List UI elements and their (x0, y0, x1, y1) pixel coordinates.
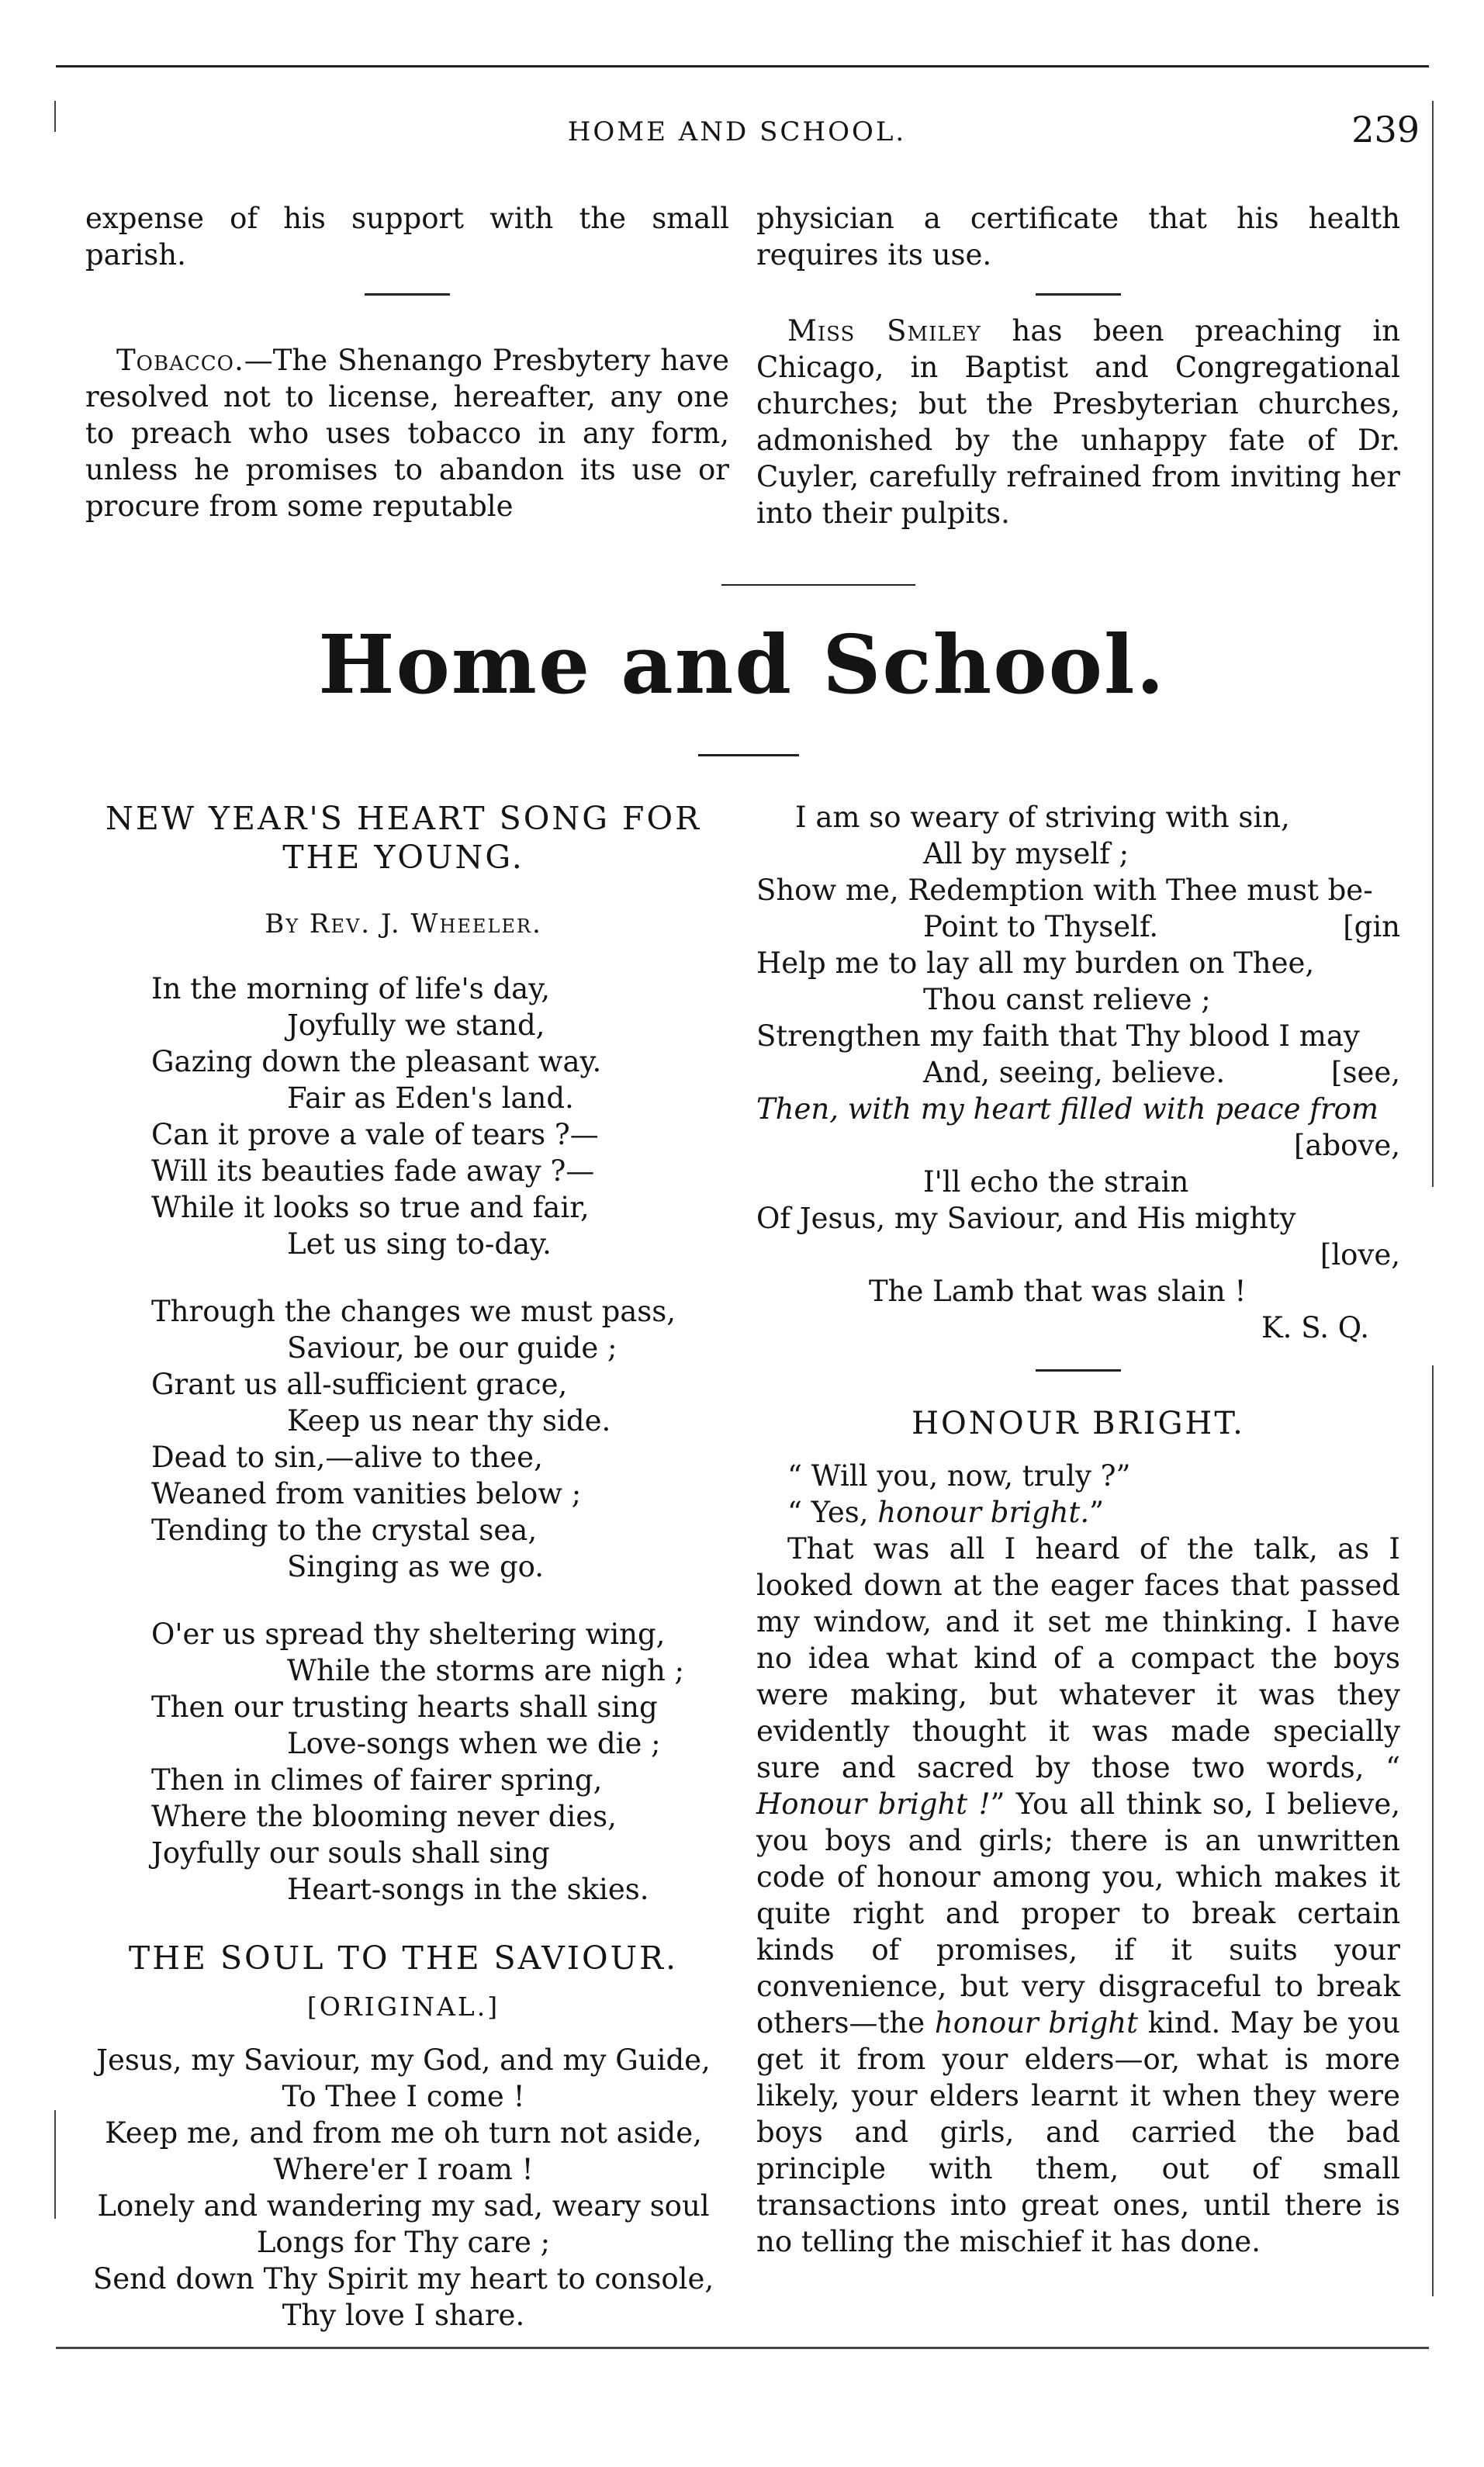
left-edge-mark (54, 2110, 56, 2219)
poem-line: Let us sing to-day. (287, 1227, 552, 1261)
poem-line: Point to Thyself. (923, 910, 1159, 943)
poem-line: The Lamb that was slain ! (869, 1275, 1247, 1308)
poem-line: Love-songs when we die ; (287, 1727, 661, 1760)
dialogue-emphasis: honour bright. (877, 1496, 1090, 1529)
honour-title: HONOUR BRIGHT. (912, 1406, 1245, 1441)
poem-line: Will its beauties fade away ?— (151, 1154, 595, 1188)
poem-line: In the morning of life's day, (151, 972, 550, 1005)
poem-line: Thy love I share. (282, 2299, 525, 2332)
poem-line: Where'er I roam ! (273, 2153, 534, 2186)
poem-line: O'er us spread thy sheltering wing, (151, 1618, 666, 1651)
poem2-subtitle: [ORIGINAL.] (306, 1991, 500, 2022)
poem-line: Help me to lay all my burden on Thee, (756, 946, 1315, 980)
poem-line: Jesus, my Saviour, my God, and my Guide, (96, 2043, 711, 2077)
dialogue-line: “ Will you, now, truly ?” (787, 1459, 1131, 1493)
poem-turnover: [above, (1293, 1129, 1400, 1162)
tobacco-text: —The Shenango Presbytery have resolved not to license, hereafter, any one to preach who uses tobacco in any form, unless he promises to abandon its use or procure from some reputable (85, 344, 729, 523)
poem-line: While it looks so true and fair, (151, 1191, 590, 1224)
poem-line-wrap (756, 1054, 1400, 1091)
poem-body (78, 971, 729, 1908)
left-edge-mark (54, 101, 56, 132)
poem-line: Of Jesus, my Saviour, and His mighty (756, 1202, 1296, 1235)
lower-right-column (756, 799, 1400, 2260)
page-header (54, 109, 1420, 163)
paragraph-emphasis: Honour bright ! (756, 1787, 991, 1821)
poem-line: Dead to sin,—alive to thee, (151, 1441, 543, 1474)
poem-line: Heart-songs in the skies. (287, 1873, 649, 1906)
paragraph-text: That was all I heard of the talk, as I looked down at the eager faces that passed my window, and it set me thinking. I have no idea what kind of a compact the boys were making, but whatever it was they evidently thought it was made specially sure and sacred by those two words, “ (756, 1532, 1400, 1784)
poem-title-line2: THE YOUNG. (282, 839, 524, 876)
continuation-text: physician a certificate that his health requires its use. (756, 202, 1400, 272)
poem-line: Keep me, and from me oh turn not aside, (105, 2116, 702, 2150)
stanza-1 (151, 971, 729, 1262)
continuation-text: expense of his support with the small parish. (85, 202, 729, 272)
poem-byline: By Rev. J. Wheeler. (265, 908, 542, 939)
poem-line: Joyfully we stand, (287, 1009, 545, 1042)
honour-paragraph (756, 1531, 1400, 2260)
page-number: 239 (1351, 109, 1420, 151)
poem-line: Grant us all-sufficient grace, (151, 1368, 568, 1401)
poem-line: Fair as Eden's land. (287, 1081, 574, 1115)
smiley-text: has been preaching in Chicago, in Baptist and Congregational churches; but the Presbyterian churches, admonished by the unhappy fate of Dr. Cuyler, carefully refrained from inviting her into their pulpits. (756, 314, 1400, 530)
poem-line: Where the blooming never dies, (151, 1800, 617, 1833)
poem2-title: THE SOUL TO THE SAVIOUR. (128, 1939, 679, 1977)
smiley-paragraph (756, 313, 1400, 531)
poem-line: All by myself ; (923, 837, 1129, 870)
paragraph-text: kind. May be you get it from your elders—or, what is more likely, your elders learnt it when they were boys and girls, and carried the bad principle with them, out of small transactions into great ones, until there is no telling the mischief it has done. (756, 2006, 1400, 2258)
paragraph-text: ” You all think so, I believe, you boys and girls; there is an unwritten code of honour among you, which makes it quite right and proper to break certain kinds of promises, if it suits your convenience, but very disgraceful to break others—the (756, 1787, 1400, 2040)
poem-turnover: [love, (1320, 1238, 1400, 1272)
paragraph-emphasis: honour bright (934, 2006, 1138, 2040)
poem-turnover: [gin (1343, 910, 1400, 943)
section-divider (1036, 1369, 1121, 1372)
poem-line: Longs for Thy care ; (256, 2226, 551, 2259)
right-edge-mark (1432, 1365, 1434, 2296)
poem-line: Show me, Redemption with Thee must be- (756, 874, 1373, 907)
running-title: HOME AND SCHOOL. (567, 116, 907, 147)
masthead-bottom-rule (698, 754, 799, 756)
top-right-column (756, 200, 1400, 531)
bottom-border-rule (56, 2347, 1429, 2349)
poem-line: Singing as we go. (287, 1550, 545, 1583)
tobacco-lead: Tobacco. (116, 344, 244, 377)
poem-line: Keep us near thy side. (287, 1404, 611, 1438)
poem-line: Send down Thy Spirit my heart to console, (92, 2262, 714, 2296)
masthead: Home and School. (318, 617, 1166, 712)
lower-left-column (78, 799, 729, 2334)
poem-line: Then in climes of fairer spring, (151, 1763, 603, 1797)
poem-line: Then our trusting hearts shall sing (151, 1690, 658, 1724)
poem-line: Lonely and wandering my sad, weary soul (97, 2189, 710, 2223)
poem-line-wrap (756, 908, 1400, 945)
smiley-lead: Miss Smiley (787, 314, 981, 348)
top-left-column (85, 200, 729, 524)
poem-line: I am so weary of striving with sin, (795, 801, 1290, 834)
poem2-continued (756, 799, 1400, 1346)
right-edge-mark (1432, 101, 1434, 1187)
section-divider (365, 293, 450, 296)
poem-line: Tending to the crystal sea, (151, 1514, 538, 1547)
poem-line: While the storms are nigh ; (287, 1654, 685, 1687)
poem-line: To Thee I come ! (282, 2080, 525, 2113)
poem-line: Saviour, be our guide ; (287, 1331, 617, 1365)
poem2-body (78, 2042, 729, 2334)
poem-line: Can it prove a vale of tears ?— (151, 1118, 599, 1151)
dialogue-text: ” (1089, 1496, 1105, 1529)
section-divider (1036, 293, 1121, 296)
poem-line: Weaned from vanities below ; (151, 1477, 582, 1510)
poem-line: Joyfully our souls shall sing (151, 1836, 550, 1870)
stanza-2 (151, 1293, 729, 1585)
poem-line: Strengthen my faith that Thy blood I may (756, 1019, 1360, 1053)
masthead-top-divider (721, 584, 915, 586)
dialogue-line (756, 1494, 1400, 1531)
poem-line: And, seeing, believe. (923, 1056, 1226, 1089)
poem-line: Gazing down the pleasant way. (151, 1045, 602, 1078)
tobacco-paragraph (85, 342, 729, 524)
top-border-rule (56, 65, 1429, 67)
poem-signature: K. S. Q. (1261, 1311, 1369, 1344)
poem-title-line1: NEW YEAR'S HEART SONG FOR (106, 800, 701, 837)
poem-turnover: [see, (1331, 1056, 1400, 1089)
dialogue-text: “ Yes, (787, 1496, 878, 1529)
stanza-3 (151, 1616, 729, 1908)
poem-line: Through the changes we must pass, (151, 1295, 676, 1328)
poem-line: Then, with my heart filled with peace from (756, 1092, 1378, 1126)
poem-line: Thou canst relieve ; (923, 983, 1211, 1016)
poem-line: I'll echo the strain (923, 1165, 1189, 1199)
